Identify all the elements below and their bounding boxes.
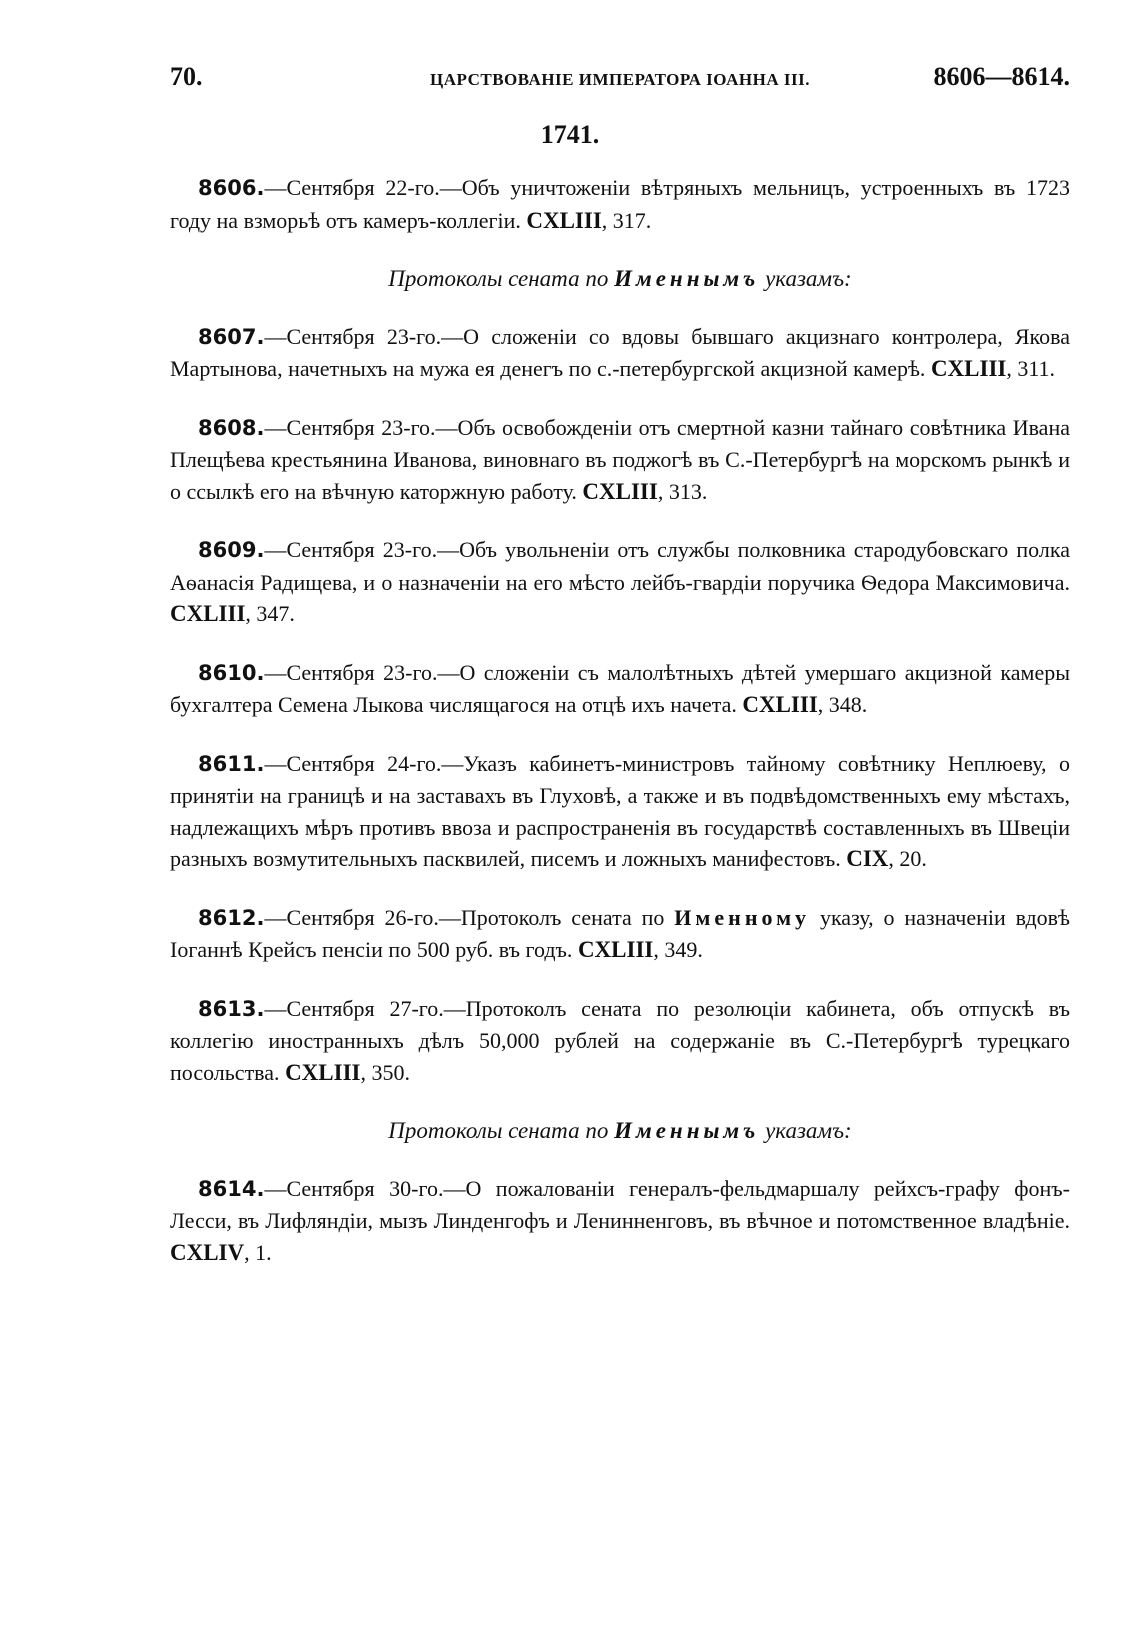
running-header <box>170 62 1070 102</box>
section-heading <box>170 1115 1070 1147</box>
volume-reference: CXLIII <box>742 692 818 717</box>
volume-reference: CXLIII <box>526 207 602 233</box>
section-heading-text: указамъ: <box>759 1118 852 1143</box>
entry-text-spaced: Именному <box>674 904 811 930</box>
entry-text: —Сентября 22-го.—Объ уничтоженіи вѣтряныхъ мельницъ, устроенныхъ въ 1723 году на взморьѣ отъ камеръ-коллегіи. <box>170 175 1070 233</box>
section-heading-spaced: Именнымъ <box>614 266 760 291</box>
volume-reference: CXLIV <box>170 1239 245 1265</box>
volume-reference: CXLIII <box>577 937 654 962</box>
page-reference: , 347. <box>245 601 295 626</box>
page-reference: , 313. <box>657 478 708 504</box>
entry-8612 <box>170 902 1070 966</box>
page-reference: , 1. <box>244 1239 272 1265</box>
entry-range: 8606—8614. <box>933 62 1070 91</box>
entry-text: —Сентября 23-го.—Объ увольненіи отъ службы полковника стародубовскаго полка Аѳанасія Радищева, и о назначеніи на его мѣсто лейбъ-гвардіи поручика Ѳедора Максимовича. <box>170 537 1070 595</box>
entry-number: 8611. <box>198 751 265 776</box>
year-heading: 1741. <box>540 120 600 149</box>
section-heading-spaced: Именнымъ <box>614 1118 760 1143</box>
entry-8611 <box>170 748 1070 875</box>
entry-number: 8608. <box>198 415 265 440</box>
volume-reference: CIX <box>846 846 889 871</box>
entry-text: —Сентября 23-го.—О сложеніи со вдовы бывшаго акцизнаго контролера, Якова Мартынова, начетныхъ на мужа ея денегъ по с.-петербургской акцизной камерѣ. <box>170 323 1070 381</box>
entry-8609 <box>170 534 1070 630</box>
entry-8607 <box>170 321 1070 385</box>
running-title: ЦАРСТВОВАНІЕ ИМПЕРАТОРА ІОАННА III. <box>430 70 810 89</box>
entry-text: —Сентября 23-го.—Объ освобожденіи отъ смертной казни тайнаго совѣтника Ивана Плещѣева крестьянина Иванова, виновнаго въ поджогѣ въ С.-Петербургѣ на морскомъ рынкѣ и о ссылкѣ его на вѣчную каторжную работу. <box>170 414 1070 504</box>
entry-number: 8614. <box>198 1176 265 1201</box>
entry-text: —Сентября 24-го.—Указъ кабинетъ-министровъ тайному совѣтнику Неплюеву, о принятіи на границѣ и на заставахъ въ Глуховѣ, а также и въ подвѣдомственныхъ ему мѣстахъ, надлежащихъ мѣръ противъ ввоза и распространенія въ государствѣ составленныхъ въ Швеціи разныхъ возмутительныхъ пасквилей, писемъ и ложныхъ манифестовъ. <box>170 750 1070 871</box>
page-reference: , 349. <box>653 937 703 962</box>
section-heading-text: Протоколы сената по <box>388 266 615 291</box>
entry-8608 <box>170 412 1070 508</box>
entry-8614 <box>170 1173 1070 1269</box>
entry-number: 8607. <box>198 324 265 349</box>
section-heading-text: Протоколы сената по <box>388 1118 615 1143</box>
page-reference: , 317. <box>601 207 652 233</box>
volume-reference: CXLIII <box>930 356 1007 381</box>
entry-text: —Сентября 23-го.—О сложеніи съ малолѣтныхъ дѣтей умершаго акцизной камеры бухгалтера Семена Лыкова числящагося на отцѣ ихъ начета. <box>170 659 1070 717</box>
entry-number: 8610. <box>198 660 265 685</box>
volume-reference: CXLIII <box>285 1059 361 1085</box>
entry-text: —Сентября 30-го.—О пожалованіи генералъ-фельдмаршалу рейхсъ-графу фонъ-Лесси, въ Лифляндіи, мызъ Линденгофъ и Ленинненговъ, въ вѣчное и потомственное владѣніе. <box>170 1175 1070 1233</box>
entry-8613 <box>170 993 1070 1089</box>
entry-8610 <box>170 657 1070 721</box>
volume-reference: CXLIII <box>582 478 658 504</box>
entry-number: 8613. <box>198 996 265 1021</box>
document-body <box>170 172 1070 1295</box>
page-reference: , 350. <box>360 1059 410 1085</box>
section-heading <box>170 263 1070 295</box>
entry-number: 8606. <box>198 176 265 200</box>
page-reference: , 348. <box>817 692 868 717</box>
entry-text: —Сентября 26-го.—Протоколъ сената по <box>264 904 675 930</box>
volume-reference: CXLIII <box>170 601 246 626</box>
page-reference: , 311. <box>1006 356 1056 381</box>
entry-text: —Сентября 27-го.—Протоколъ сената по резолюціи кабинета, объ отпускѣ въ коллегію иностранныхъ дѣлъ 50,000 рублей на содержаніе въ С.-Петербургѣ турецкаго посольства. <box>170 995 1070 1085</box>
entry-number: 8609. <box>198 538 265 562</box>
section-heading-text: указамъ: <box>759 266 852 291</box>
entry-text: указу, о назначеніи вдовѣ Іоганнѣ Крейсъ пенсіи по 500 руб. въ годъ. <box>170 904 1070 962</box>
page-number: 70. <box>170 62 203 91</box>
entry-number: 8612. <box>198 905 265 930</box>
entry-8606 <box>170 172 1070 236</box>
page-reference: , 20. <box>888 846 927 871</box>
